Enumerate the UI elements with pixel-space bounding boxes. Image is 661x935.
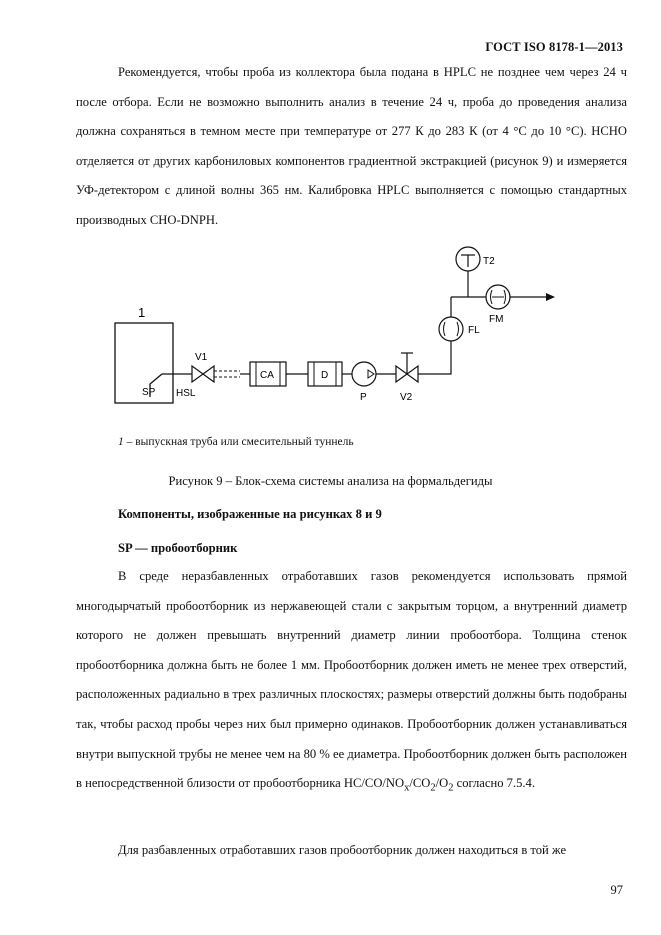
formaldehyde-analysis-diagram [100,238,560,408]
components-heading: Компоненты, изображенные на рисунках 8 и 9 [118,507,382,521]
ca-label: CA [260,370,274,381]
sp-heading: SP — пробоотборник [118,541,238,555]
outlet-arrow [546,293,555,301]
intro-paragraph: Рекомендуется, чтобы проба из коллектора была подана в HPLC не позднее чем через 24 ч после отбора. Если не возможно выполнить анализ в течение 24 ч, проба до проведения анализа должна сохраняться в темном месте при температуре от 277 К до 283 К (от 4 °С до 10 °С). HCHO отделяется от других карбониловых компонентов градиентной экстракцией (рисунок 9) и измеряется УФ-детектором с длиной волны 365 нм. Калибровка HPLC выполняется с помощью стандартных производных CHO-DNPH. [76,65,627,227]
sp-paragraph-mid: /CO [409,776,431,791]
p-label: P [360,392,367,403]
d-label: D [321,370,329,381]
sp-paragraph-text: В среде неразбавленных отработавших газов рекомендуется использовать прямой многодырчатый пробоотборник из нержавеющей стали с закрытым торцом, а внутренний диаметр которого не должен превышать внутренний диаметр линии пробоотбора. Толщина стенок пробоотборника должна быть не более 1 мм. Пробоотборник должен иметь не менее трех отверстий, расположенных радиально в трех различных плоскостях; размеры отверстий должны быть подобраны так, чтобы расход пробы через них был примерно одинаков. Пробоотборник должен устанавливаться внутри выпускной трубы не менее чем на 80 % ее диаметра. Пробоотборник должен быть расположен в непосредственной близости от пробоотборника HC/CO/NO [76,569,627,791]
figure-note [118,436,354,448]
vessel-number-label: 1 [138,305,146,320]
sub-2b: 2 [448,782,454,794]
figure-caption: Рисунок 9 – Блок-схема системы анализа на формальдегиды [168,474,493,488]
flowmeter-fl [439,317,463,341]
sp-label: SP [142,387,156,398]
hsl-label: HSL [176,388,196,399]
v2-label: V2 [400,392,413,403]
sub-x: x [404,782,410,794]
sp-paragraph-mid2: /O [435,776,449,791]
page-number: 97 [610,883,623,897]
diluted-paragraph: Для разбавленных отработавших газов пробоотборник должен находиться в той же [118,843,567,857]
fl-label: FL [468,325,480,336]
sp-paragraph [76,562,627,803]
note-number: 1 [118,436,124,448]
note-text: – выпускная труба или смесительный туннель [123,436,354,448]
v1-label: V1 [195,352,208,363]
fm-label: FM [489,314,504,325]
t2-label: T2 [483,256,495,267]
sp-paragraph-end: согласно 7.5.4. [453,776,535,791]
pump-p [352,362,376,386]
sub-2a: 2 [430,782,436,794]
valve-v1 [192,366,214,382]
document-header: ГОСТ ISO 8178-1—2013 [485,40,623,54]
